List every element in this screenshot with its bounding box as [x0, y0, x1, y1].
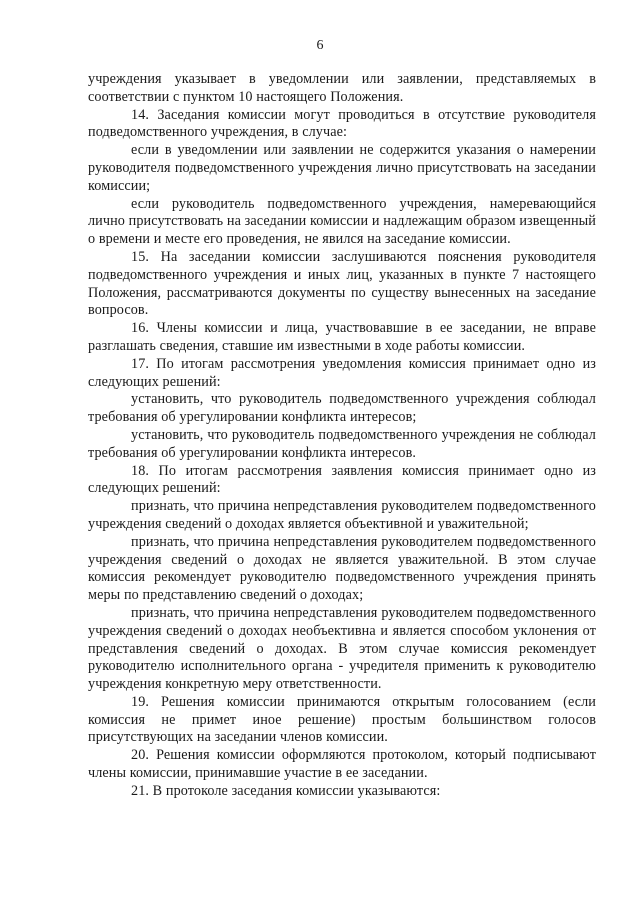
paragraph-17-decision-1: установить, что руководитель подведомственного учреждения соблюдал требования об урегулировании конфликта интересов;: [88, 391, 596, 426]
paragraph-14-case-2: если руководитель подведомственного учреждения, намеревающийся лично присутствовать на заседании комиссии и надлежащим образом извещенный о времени и месте его проведения, не явился на заседание комиссии.: [88, 195, 596, 248]
paragraph-18: 18. По итогам рассмотрения заявления комиссия принимает одно из следующих решений:: [88, 462, 596, 497]
paragraph-17-decision-2: установить, что руководитель подведомственного учреждения не соблюдал требования об урегулировании конфликта интересов.: [88, 426, 596, 461]
paragraph-18-decision-3: признать, что причина непредставления руководителем подведомственного учреждения сведений о доходах необъективна и является способом уклонения от представления сведений о доходах. В этом случае комиссия рекомендует руководителю исполнительного органа - учредителя применить к руководителю учреждения конкретную меру ответственности.: [88, 604, 596, 693]
paragraph-15: 15. На заседании комиссии заслушиваются пояснения руководителя подведомственного учреждения и иных лиц, указанных в пункте 7 настоящего Положения, рассматриваются документы по существу вынесенных на заседание вопросов.: [88, 248, 596, 319]
document-body: [88, 71, 596, 801]
paragraph-21: 21. В протоколе заседания комиссии указываются:: [131, 782, 441, 799]
paragraph-18-decision-2: признать, что причина непредставления руководителем подведомственного учреждения сведений о доходах не является уважительной. В этом случае комиссия рекомендует руководителю подведомственного учреждения принять меры по представлению сведений о доходах;: [88, 533, 596, 604]
paragraph-14: 14. Заседания комиссии могут проводиться в отсутствие руководителя подведомственного учреждения, в случае:: [88, 106, 596, 141]
paragraph-17: 17. По итогам рассмотрения уведомления комиссия принимает одно из следующих решений:: [88, 355, 596, 390]
paragraph-14-case-1: если в уведомлении или заявлении не содержится указания о намерении руководителя подведомственного учреждения лично присутствовать на заседании комиссии;: [88, 142, 596, 194]
paragraph-20: 20. Решения комиссии оформляются протоколом, который подписывают члены комиссии, принимавшие участие в ее заседании.: [88, 747, 596, 782]
paragraph-16: 16. Члены комиссии и лица, участвовавшие в ее заседании, не вправе разглашать сведения, ставшие им известными в ходе работы комиссии.: [88, 320, 596, 354]
page-number: 6: [316, 38, 324, 53]
paragraph-19: 19. Решения комиссии принимаются открытым голосованием (если комиссия не примет иное решение) простым большинством голосов присутствующих на заседании членов комиссии.: [88, 693, 596, 746]
paragraph-18-decision-1: признать, что причина непредставления руководителем подведомственного учреждения сведений о доходах является объективной и уважительной;: [88, 498, 596, 532]
paragraph-continuation: учреждения указывает в уведомлении или заявлении, представляемых в соответствии с пунктом 10 настоящего Положения.: [88, 71, 596, 105]
